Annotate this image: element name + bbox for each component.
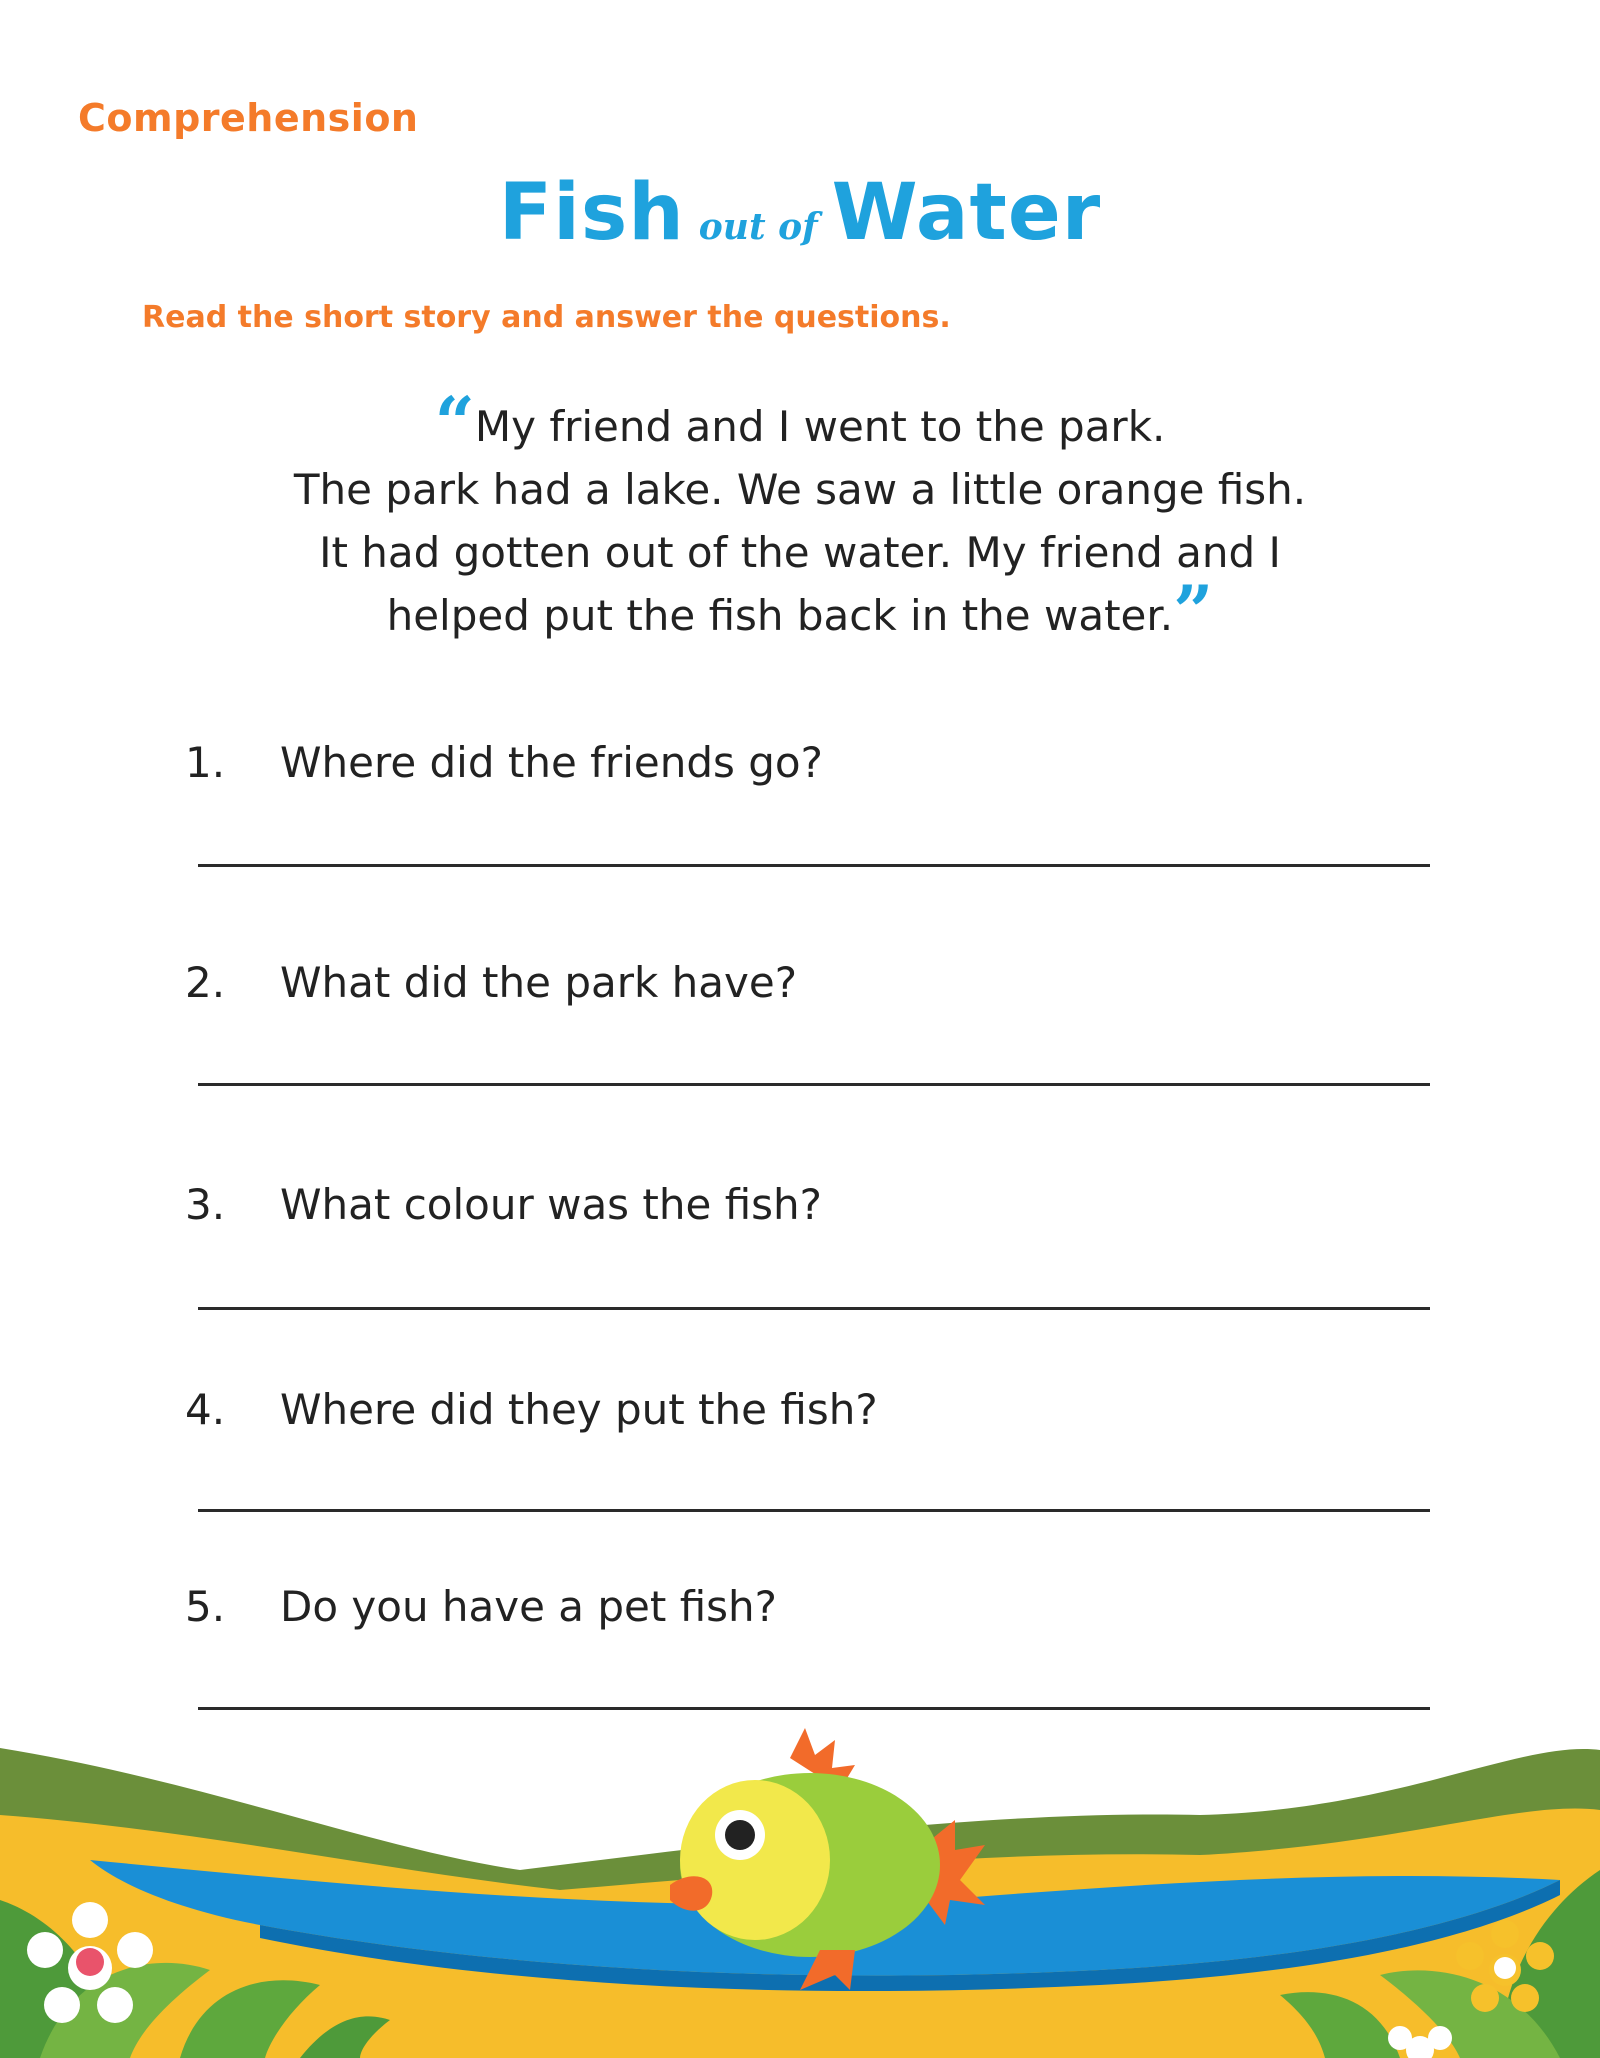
story-line-4: helped put the fish back in the water.” [386, 570, 1214, 653]
fish-face [680, 1780, 830, 1940]
story-line-2: The park had a lake. We saw a little orange fish. [293, 465, 1307, 514]
story-line-1: “My friend and I went to the park. [434, 381, 1166, 464]
question-4 [185, 1385, 878, 1434]
question-number: 5. [185, 1582, 226, 1631]
fish-pupil [725, 1820, 755, 1850]
answer-line-2[interactable] [198, 1083, 1430, 1086]
category-label: Comprehension [78, 96, 419, 140]
question-number: 1. [185, 738, 226, 787]
answer-line-1[interactable] [198, 864, 1430, 867]
question-5 [185, 1582, 777, 1631]
question-text: Do you have a pet fish? [280, 1582, 777, 1631]
question-text: What colour was the fish? [280, 1180, 822, 1229]
title-word-fish: Fish [498, 168, 685, 258]
title-word-water: Water [831, 168, 1102, 258]
question-2 [185, 958, 797, 1007]
lake-scene-illustration [0, 1720, 1600, 2058]
worksheet-title [0, 168, 1600, 258]
close-quote-icon: ” [1173, 570, 1214, 653]
story-line-3: It had gotten out of the water. My friend and I [319, 528, 1281, 577]
answer-line-3[interactable] [198, 1307, 1430, 1310]
question-number: 3. [185, 1180, 226, 1229]
question-number: 4. [185, 1385, 226, 1434]
title-word-out-of: out of [698, 206, 818, 248]
answer-line-5[interactable] [198, 1707, 1430, 1710]
question-text: Where did they put the fish? [280, 1385, 878, 1434]
instructions-text: Read the short story and answer the questions. [142, 300, 951, 335]
question-text: Where did the friends go? [280, 738, 823, 787]
question-number: 2. [185, 958, 226, 1007]
question-1 [185, 738, 823, 787]
story-passage [200, 381, 1400, 653]
question-text: What did the park have? [280, 958, 798, 1007]
open-quote-icon: “ [434, 381, 475, 464]
answer-line-4[interactable] [198, 1509, 1430, 1512]
question-3 [185, 1180, 822, 1229]
